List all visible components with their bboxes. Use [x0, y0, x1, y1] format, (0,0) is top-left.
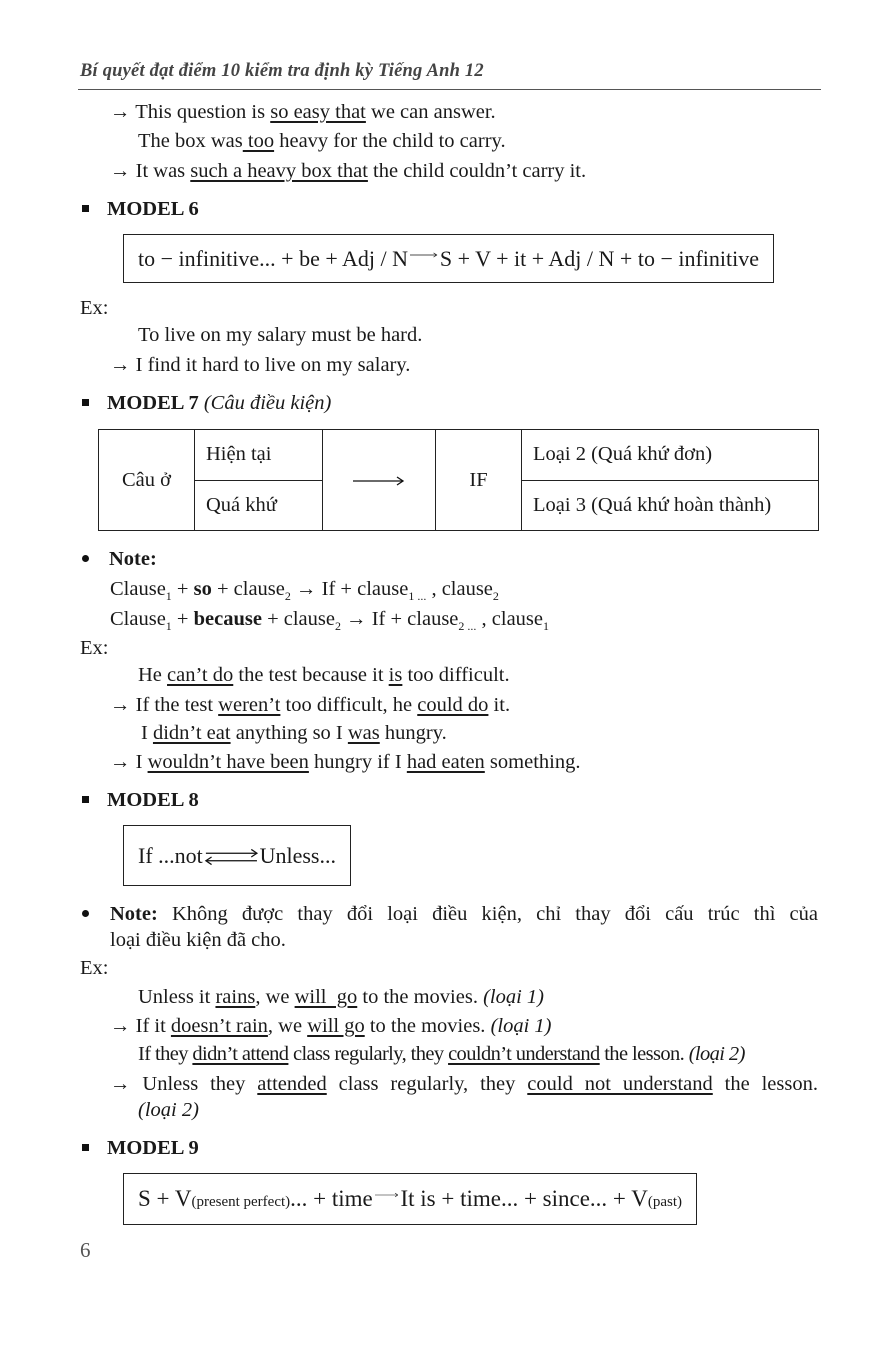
model-6-example-1: To live on my salary must be hard. — [138, 324, 423, 346]
cell-arrow — [323, 430, 436, 531]
model-7-example-2: → If the test weren’t too difficult, he could do it. — [110, 694, 511, 716]
top-line-2: The box was too heavy for the child to carry. — [138, 130, 506, 152]
bullet-square-icon — [82, 1144, 89, 1151]
model-7-example-4: → I wouldn’t have been hungry if I had eaten something. — [110, 751, 581, 773]
model-6-example-2: → I find it hard to live on my salary. — [110, 354, 411, 376]
cell-if: IF — [436, 430, 522, 531]
model-8-example-1: Unless it rains, we will go to the movies. (loại 1) — [138, 986, 545, 1008]
cell-hien-tai: Hiện tại — [195, 430, 323, 481]
model-8-note-line-2: loại điều kiện đã cho. — [110, 929, 286, 951]
model-7-example-3: I didn’t eat anything so I was hungry. — [141, 722, 447, 744]
bullet-square-icon — [82, 796, 89, 803]
model-8-example-4: → Unless they attended class regularly, they could not understand the lesson. — [110, 1073, 818, 1095]
bullet-square-icon — [82, 205, 89, 212]
bullet-dot-icon — [82, 910, 89, 917]
cell-cau-o: Câu ở — [99, 430, 195, 531]
cell-loai-2: Loại 2 (Quá khứ đơn) — [522, 430, 819, 481]
model-8-note-line-1: Note: Không được thay đổi loại điều kiện, chỉ thay đổi cấu trúc thì của — [110, 903, 818, 925]
running-header: Bí quyết đạt điểm 10 kiểm tra định kỳ Tiếng Anh 12 — [80, 61, 484, 81]
top-line-3: → It was such a heavy box that the child couldn’t carry it. — [110, 160, 587, 182]
model-7-example-1: He can’t do the test because it is too difficult. — [138, 664, 510, 686]
header-rule — [78, 89, 821, 90]
model-8-note-bullet — [82, 902, 109, 927]
cell-qua-khu: Quá khứ — [195, 480, 323, 531]
page-number: 6 — [80, 1238, 91, 1262]
top-line-1: → This question is so easy that we can answer. — [110, 101, 496, 123]
note-rule-so: Clause$_1$ + so + clause$_2$ → If + clause$_{1 ...}$ , clause$_2$ — [110, 578, 499, 604]
model-6-ex-label: Ex: — [80, 297, 109, 319]
model-8-heading: MODEL 8 — [82, 788, 199, 813]
model-6-formula-box: to − infinitive... + be + Adj / N S + V + it + Adj / N + to − infinitive — [123, 234, 774, 283]
model-6-heading: MODEL 6 — [82, 197, 199, 222]
model-8-example-4-tag: (loại 2) — [138, 1099, 199, 1121]
right-arrow-icon — [353, 476, 405, 486]
model-9-formula-box: S + V $_{(present perfect)}$ ... + time It is + time... + since... + V $_{(past)}$ — [123, 1173, 697, 1225]
two-way-arrow-icon — [204, 847, 259, 867]
model-7-heading: MODEL 7 (Câu điều kiện) — [82, 391, 331, 416]
cell-loai-3: Loại 3 (Quá khứ hoàn thành) — [522, 480, 819, 531]
model-7-ex-label: Ex: — [80, 637, 109, 659]
model-8-formula-box: If ...not Unless... — [123, 825, 351, 886]
bullet-square-icon — [82, 399, 89, 406]
model-8-example-3: If they didn’t attend class regularly, they couldn’t understand the lesson. (loại 2) — [138, 1043, 745, 1065]
right-arrow-icon — [375, 1190, 399, 1200]
model-7-note-label: Note: — [82, 547, 157, 572]
note-rule-because: Clause$_1$ + because + clause$_2$ → If + clause$_{2 ...}$ , clause$_1$ — [110, 608, 550, 634]
model-9-heading: MODEL 9 — [82, 1136, 199, 1161]
model-8-ex-label: Ex: — [80, 957, 109, 979]
bullet-dot-icon — [82, 555, 89, 562]
conditional-table — [98, 429, 819, 531]
model-8-example-2: → If it doesn’t rain, we will go to the movies. (loại 1) — [110, 1015, 552, 1037]
right-arrow-icon — [410, 250, 438, 260]
